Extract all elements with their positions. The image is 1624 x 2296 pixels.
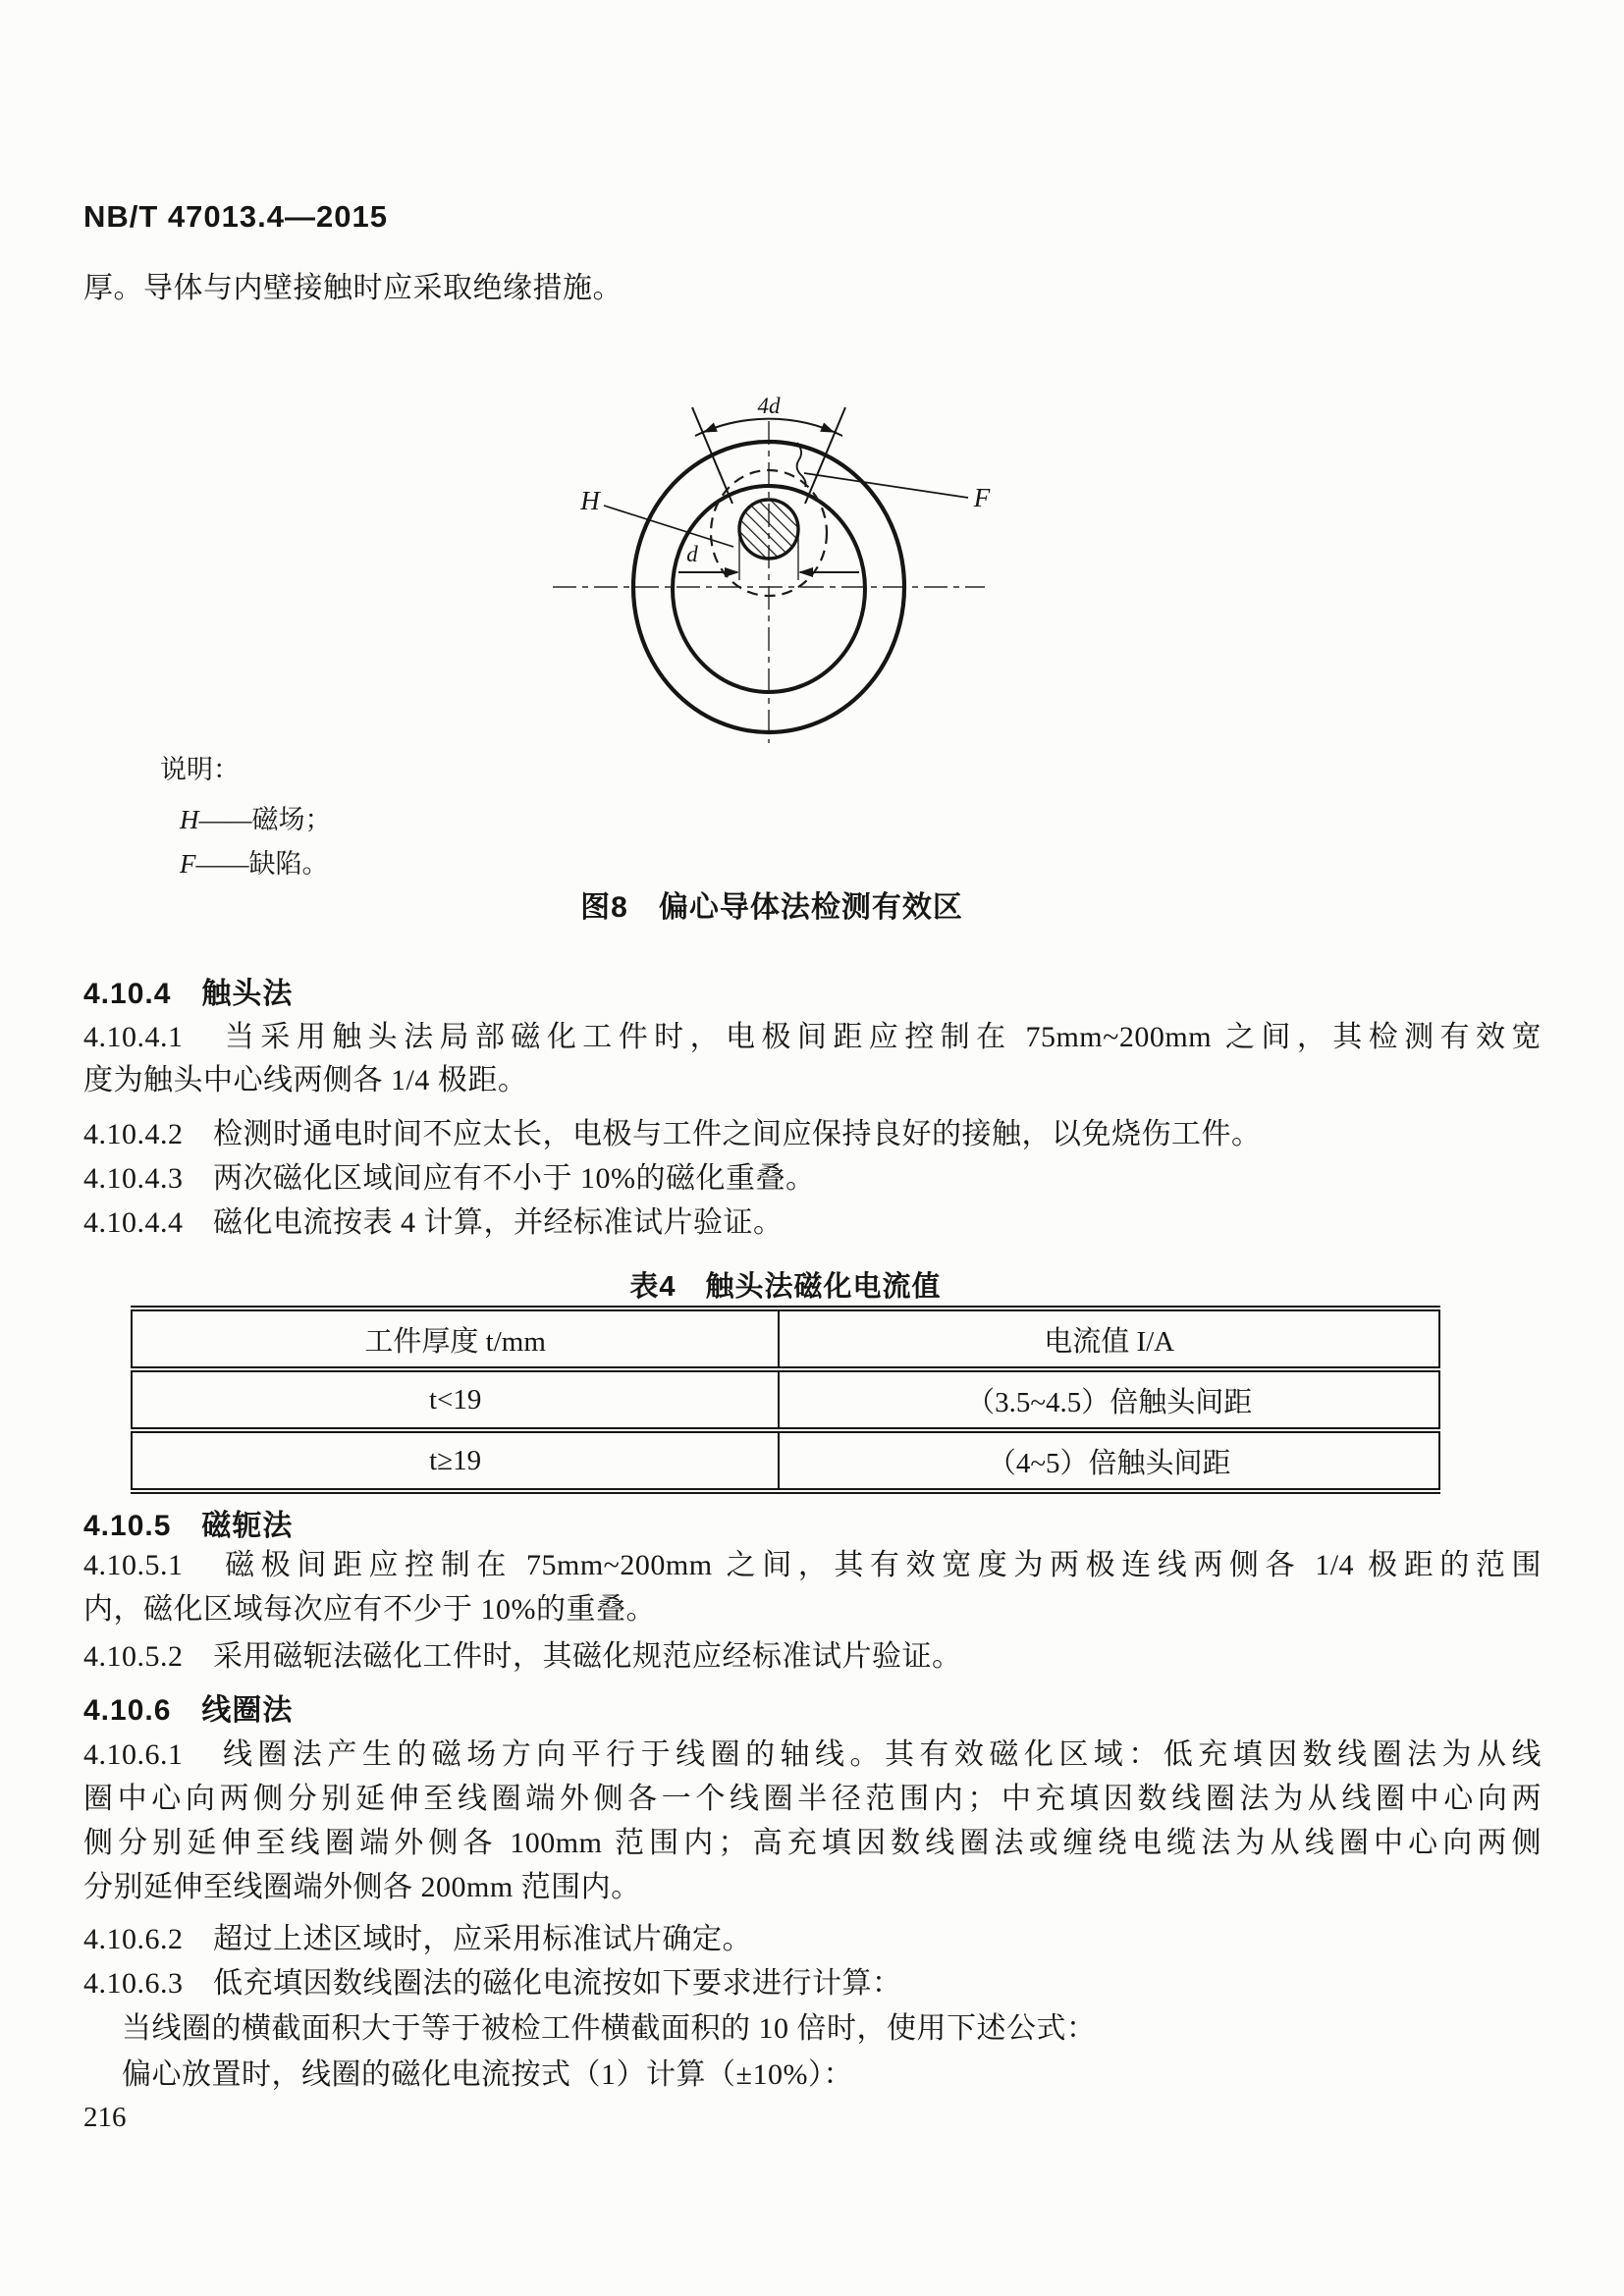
zone-boundary-line-right bbox=[805, 407, 845, 504]
figure-8-diagram bbox=[543, 386, 995, 751]
figure-8-caption: 图8 偏心导体法检测有效区 bbox=[580, 891, 963, 924]
page-number: 216 bbox=[83, 2102, 127, 2133]
col-header-thickness: 工件厚度 t/mm bbox=[132, 1308, 779, 1369]
paragraph-eccentric-rule: 偏心放置时，线圈的磁化电流按式（1）计算（±10%）： bbox=[122, 2058, 853, 2091]
leader-line-f bbox=[804, 473, 968, 498]
table-4-prod-method-current bbox=[131, 1306, 1440, 1494]
legend-symbol-f: F bbox=[180, 849, 196, 879]
paragraph-4-10-6-1-line1: 4.10.6.1 线圈法产生的磁场方向平行于线圈的轴线。其有效磁化区域：低充填因数线圈法为从线 bbox=[83, 1738, 1542, 1771]
paragraph-4-10-5-2: 4.10.5.2 采用磁轭法磁化工件时，其磁化规范应经标准试片验证。 bbox=[83, 1640, 962, 1673]
intro-paragraph: 厚。导体与内壁接触时应采取绝缘措施。 bbox=[83, 272, 623, 304]
paragraph-4-10-4-1-line2: 度为触头中心线两侧各 1/4 极距。 bbox=[83, 1064, 528, 1096]
paragraph-4-10-6-2: 4.10.6.2 超过上述区域时，应采用标准试片确定。 bbox=[83, 1923, 752, 1955]
d-arrowhead-left bbox=[725, 567, 739, 577]
table-row bbox=[132, 1430, 1439, 1491]
paragraph-4-10-4-3: 4.10.4.3 两次磁化区域间应有不小于 10%的磁化重叠。 bbox=[83, 1162, 816, 1195]
paragraph-4-10-6-3: 4.10.6.3 低充填因数线圈法的磁化电流按如下要求进行计算： bbox=[83, 1967, 902, 2000]
d-arrowhead-right bbox=[798, 567, 813, 577]
dimension-label-d: d bbox=[686, 542, 698, 566]
cell-current-ge19: （4~5）倍触头间距 bbox=[779, 1430, 1439, 1491]
section-heading-4-10-5: 4.10.5 磁轭法 bbox=[83, 1510, 294, 1542]
cell-thickness-ge19: t≥19 bbox=[132, 1430, 779, 1491]
figure-legend-item-f bbox=[180, 842, 329, 881]
paragraph-4-10-4-4: 4.10.4.4 磁化电流按表 4 计算，并经标准试片验证。 bbox=[83, 1206, 784, 1239]
eccentric-conductor-diagram bbox=[543, 386, 995, 751]
paragraph-coil-area-rule: 当线圈的横截面积大于等于被检工件横截面积的 10 倍时，使用下述公式： bbox=[122, 2012, 1097, 2045]
paragraph-4-10-4-2: 4.10.4.2 检测时通电时间不应太长，电极与工件之间应保持良好的接触，以免烧伤工件。 bbox=[83, 1118, 1262, 1150]
paragraph-4-10-5-1-line1: 4.10.5.1 磁极间距应控制在 75mm~200mm 之间，其有效宽度为两极连线两侧各 1/4 极距的范围 bbox=[83, 1549, 1542, 1581]
cell-thickness-lt19: t<19 bbox=[132, 1369, 779, 1430]
table-4-caption: 表4 触头法磁化电流值 bbox=[629, 1271, 942, 1303]
paragraph-4-10-6-1-line4: 分别延伸至线圈端外侧各 200mm 范围内。 bbox=[83, 1871, 641, 1903]
section-heading-4-10-4: 4.10.4 触头法 bbox=[83, 978, 294, 1010]
section-heading-4-10-6: 4.10.6 线圈法 bbox=[83, 1694, 294, 1727]
col-header-current: 电流值 I/A bbox=[779, 1308, 1439, 1369]
arc-arrowhead-left bbox=[703, 423, 718, 433]
dimension-label-4d: 4d bbox=[757, 394, 781, 418]
figure-legend-item-h bbox=[180, 798, 332, 836]
leader-line-h bbox=[604, 506, 733, 547]
zone-boundary-line-left bbox=[692, 407, 732, 504]
paragraph-4-10-4-1-line1: 4.10.4.1 当采用触头法局部磁化工件时，电极间距应控制在 75mm~200mm 之间，其检测有效宽 bbox=[83, 1021, 1542, 1053]
standard-code-header: NB/T 47013.4—2015 bbox=[83, 199, 388, 234]
label-f-defect: F bbox=[973, 483, 991, 512]
legend-desc-h: ——磁场； bbox=[198, 805, 332, 834]
legend-desc-f: ——缺陷。 bbox=[195, 849, 329, 879]
label-h-magnetic-field: H bbox=[580, 486, 600, 515]
paragraph-4-10-6-1-line3: 侧分别延伸至线圈端外侧各 100mm 范围内；高充填因数线圈法或缠绕电缆法为从线圈中心向两侧 bbox=[83, 1827, 1542, 1859]
table-row bbox=[132, 1369, 1439, 1430]
paragraph-4-10-6-1-line2: 圈中心向两侧分别延伸至线圈端外侧各一个线圈半径范围内；中充填因数线圈法为从线圈中心向两 bbox=[83, 1783, 1542, 1815]
figure-legend-title: 说明： bbox=[160, 755, 240, 784]
legend-symbol-h: H bbox=[180, 805, 199, 834]
table-header-row bbox=[132, 1308, 1439, 1369]
arc-arrowhead-right bbox=[820, 423, 835, 433]
conductor-circle bbox=[739, 500, 798, 559]
cell-current-lt19: （3.5~4.5）倍触头间距 bbox=[779, 1369, 1439, 1430]
paragraph-4-10-5-1-line2: 内，磁化区域每次应有不少于 10%的重叠。 bbox=[83, 1593, 656, 1626]
